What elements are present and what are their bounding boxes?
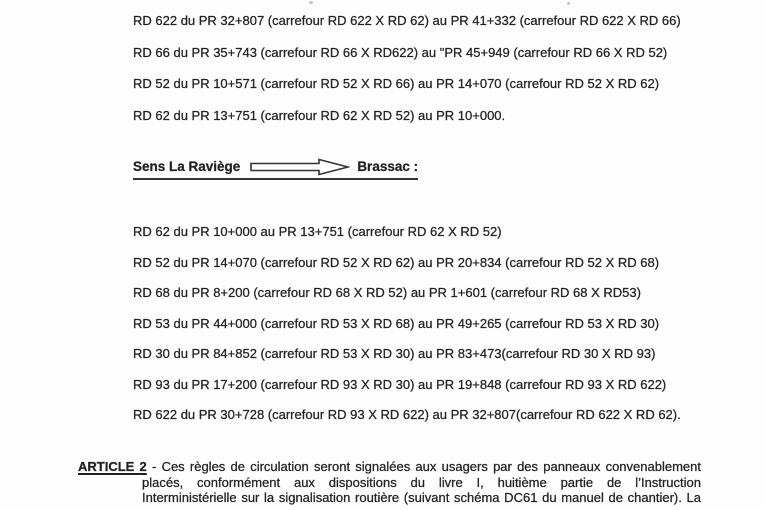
route-segment-line: RD 622 du PR 32+807 (carrefour RD 622 X RD 62) au PR 41+332 (carrefour RD 622 X RD 66) xyxy=(133,13,681,28)
direction-to-label: Brassac : xyxy=(357,159,419,174)
route-segment-line: RD 62 du PR 13+751 (carrefour RD 62 X RD 52) au PR 10+000. xyxy=(133,107,506,123)
article-2-line: placés, conformément aux dispositions du livre I, huitième partie de l’Instruction xyxy=(142,474,701,490)
article-2-text: Ces règles de circulation seront signalées aux usagers par des panneaux convenablement xyxy=(161,459,701,474)
route-segment-line: RD 93 du PR 17+200 (carrefour RD 93 X RD 30) au PR 19+848 (carrefour RD 93 X RD 622) xyxy=(133,376,667,392)
article-2-label: ARTICLE 2 xyxy=(78,459,147,474)
route-segment-line: RD 52 du PR 10+571 (carrefour RD 52 X RD 66) au PR 14+070 (carrefour RD 52 X RD 62) xyxy=(133,76,660,91)
article-2-line xyxy=(78,459,701,475)
route-segment-line: RD 68 du PR 8+200 (carrefour RD 68 X RD 52) au PR 1+601 (carrefour RD 68 X RD53) xyxy=(133,285,641,300)
right-arrow-icon xyxy=(250,158,350,176)
article-2-dash: - xyxy=(152,459,157,474)
route-segment-line: RD 53 du PR 44+000 (carrefour RD 53 X RD 68) au PR 49+265 (carrefour RD 53 X RD 30) xyxy=(133,315,660,331)
route-segment-list-bottom xyxy=(133,217,681,431)
direction-from-label: Sens La Raviège xyxy=(133,159,241,174)
route-segment-list-top xyxy=(133,5,681,131)
route-segment-line: RD 62 du PR 10+000 au PR 13+751 (carrefour RD 62 X RD 52) xyxy=(133,224,502,239)
article-2-line: Interministérielle sur la signalisation routière (suivant schéma DC61 du manuel de chantier). La xyxy=(142,490,701,506)
route-segment-line: RD 66 du PR 35+743 (carrefour RD 66 X RD622) au "PR 45+949 (carrefour RD 66 X RD 52) xyxy=(133,44,668,60)
route-segment-line: RD 52 du PR 14+070 (carrefour RD 52 X RD 62) au PR 20+834 (carrefour RD 52 X RD 68) xyxy=(133,254,660,270)
article-2-section xyxy=(78,459,701,506)
direction-heading xyxy=(133,158,418,180)
scan-artifact xyxy=(309,1,313,4)
route-segment-line: RD 622 du PR 30+728 (carrefour RD 93 X RD 622) au PR 32+807(carrefour RD 622 X RD 62). xyxy=(133,407,681,422)
route-segment-line: RD 30 du PR 84+852 (carrefour RD 53 X RD 30) au PR 83+473(carrefour RD 30 X RD 93) xyxy=(133,346,656,361)
